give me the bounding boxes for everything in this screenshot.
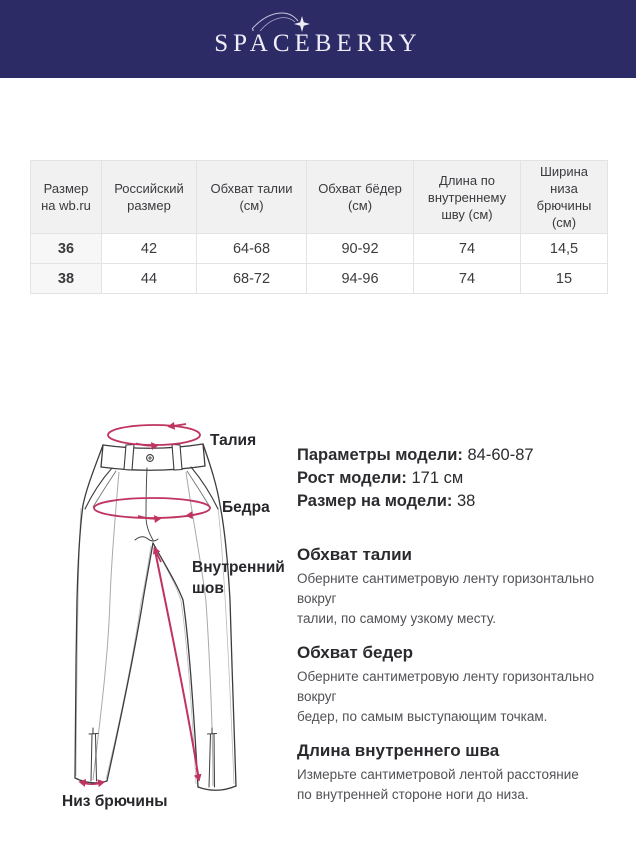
col-header-hips: Обхват бёдер (см) bbox=[307, 161, 414, 234]
section-inseam-body bbox=[297, 765, 627, 805]
model-parameters-value: 84-60-87 bbox=[462, 446, 534, 464]
section-inseam-body-line1: Измерьте сантиметровой лентой расстояние bbox=[297, 767, 579, 782]
section-waist-title: Обхват талии bbox=[297, 545, 412, 564]
label-hem: Низ брючины bbox=[62, 793, 168, 810]
section-hips-body-line2: бедер, по самым выступающим точкам. bbox=[297, 709, 548, 724]
cell-wb-size: 36 bbox=[31, 234, 102, 264]
size-table bbox=[30, 160, 608, 294]
cell-wb-size: 38 bbox=[31, 264, 102, 294]
model-height-label: Рост модели: bbox=[297, 469, 407, 487]
section-waist-body-line1: Оберните сантиметровую ленту горизонтально вокруг bbox=[297, 571, 595, 606]
pants-diagram bbox=[50, 410, 290, 820]
section-waist-body bbox=[297, 569, 627, 629]
cell-hips: 90-92 bbox=[307, 234, 414, 264]
col-header-ru-size: Российский размер bbox=[102, 161, 197, 234]
model-size-line bbox=[297, 490, 627, 513]
section-waist-body-line2: талии, по самому узкому месту. bbox=[297, 611, 497, 626]
section-inseam-title: Длина внутреннего шва bbox=[297, 741, 500, 760]
size-table-header-row bbox=[31, 161, 608, 234]
table-row-size-36 bbox=[31, 234, 608, 264]
waist-ellipse bbox=[108, 425, 200, 445]
brand-logo bbox=[0, 0, 636, 78]
cell-ru-size: 44 bbox=[102, 264, 197, 294]
section-inseam-body-line2: по внутренней стороне ноги до низа. bbox=[297, 787, 529, 802]
col-header-waist: Обхват талии (см) bbox=[197, 161, 307, 234]
section-inseam bbox=[297, 740, 627, 805]
model-height-value: 171 см bbox=[406, 469, 464, 487]
col-header-wb-size: Размер на wb.ru bbox=[31, 161, 102, 234]
model-parameters-label: Параметры модели: bbox=[297, 446, 463, 464]
section-hips-body bbox=[297, 667, 627, 727]
label-inseam: Внутренний шов bbox=[192, 559, 285, 597]
model-parameters-line bbox=[297, 444, 627, 467]
cell-inseam: 74 bbox=[414, 234, 521, 264]
model-height-line bbox=[297, 467, 627, 490]
pants-outline bbox=[75, 444, 236, 790]
measurement-info-column bbox=[297, 444, 627, 818]
cell-waist: 64-68 bbox=[197, 234, 307, 264]
label-waist: Талия bbox=[210, 432, 257, 449]
section-waist bbox=[297, 544, 627, 629]
model-size-value: 38 bbox=[452, 492, 476, 510]
section-hips-body-line1: Оберните сантиметровую ленту горизонтально вокруг bbox=[297, 669, 595, 704]
cell-inseam: 74 bbox=[414, 264, 521, 294]
measurement-arrows bbox=[80, 424, 210, 784]
cell-hem: 14,5 bbox=[521, 234, 608, 264]
label-hips: Бедра bbox=[222, 499, 270, 516]
model-params bbox=[297, 444, 627, 513]
cell-waist: 68-72 bbox=[197, 264, 307, 294]
cell-hips: 94-96 bbox=[307, 264, 414, 294]
col-header-hem-width: Ширина низа брючины (см) bbox=[521, 161, 608, 234]
model-size-label: Размер на модели: bbox=[297, 492, 453, 510]
section-hips bbox=[297, 642, 627, 727]
brand-header bbox=[0, 0, 636, 78]
brand-logo-text: SPACEBERRY bbox=[214, 30, 422, 57]
cell-ru-size: 42 bbox=[102, 234, 197, 264]
cell-hem: 15 bbox=[521, 264, 608, 294]
table-row-size-38 bbox=[31, 264, 608, 294]
section-hips-title: Обхват бедер bbox=[297, 643, 414, 662]
col-header-inseam-length: Длина по внутреннему шву (см) bbox=[414, 161, 521, 234]
